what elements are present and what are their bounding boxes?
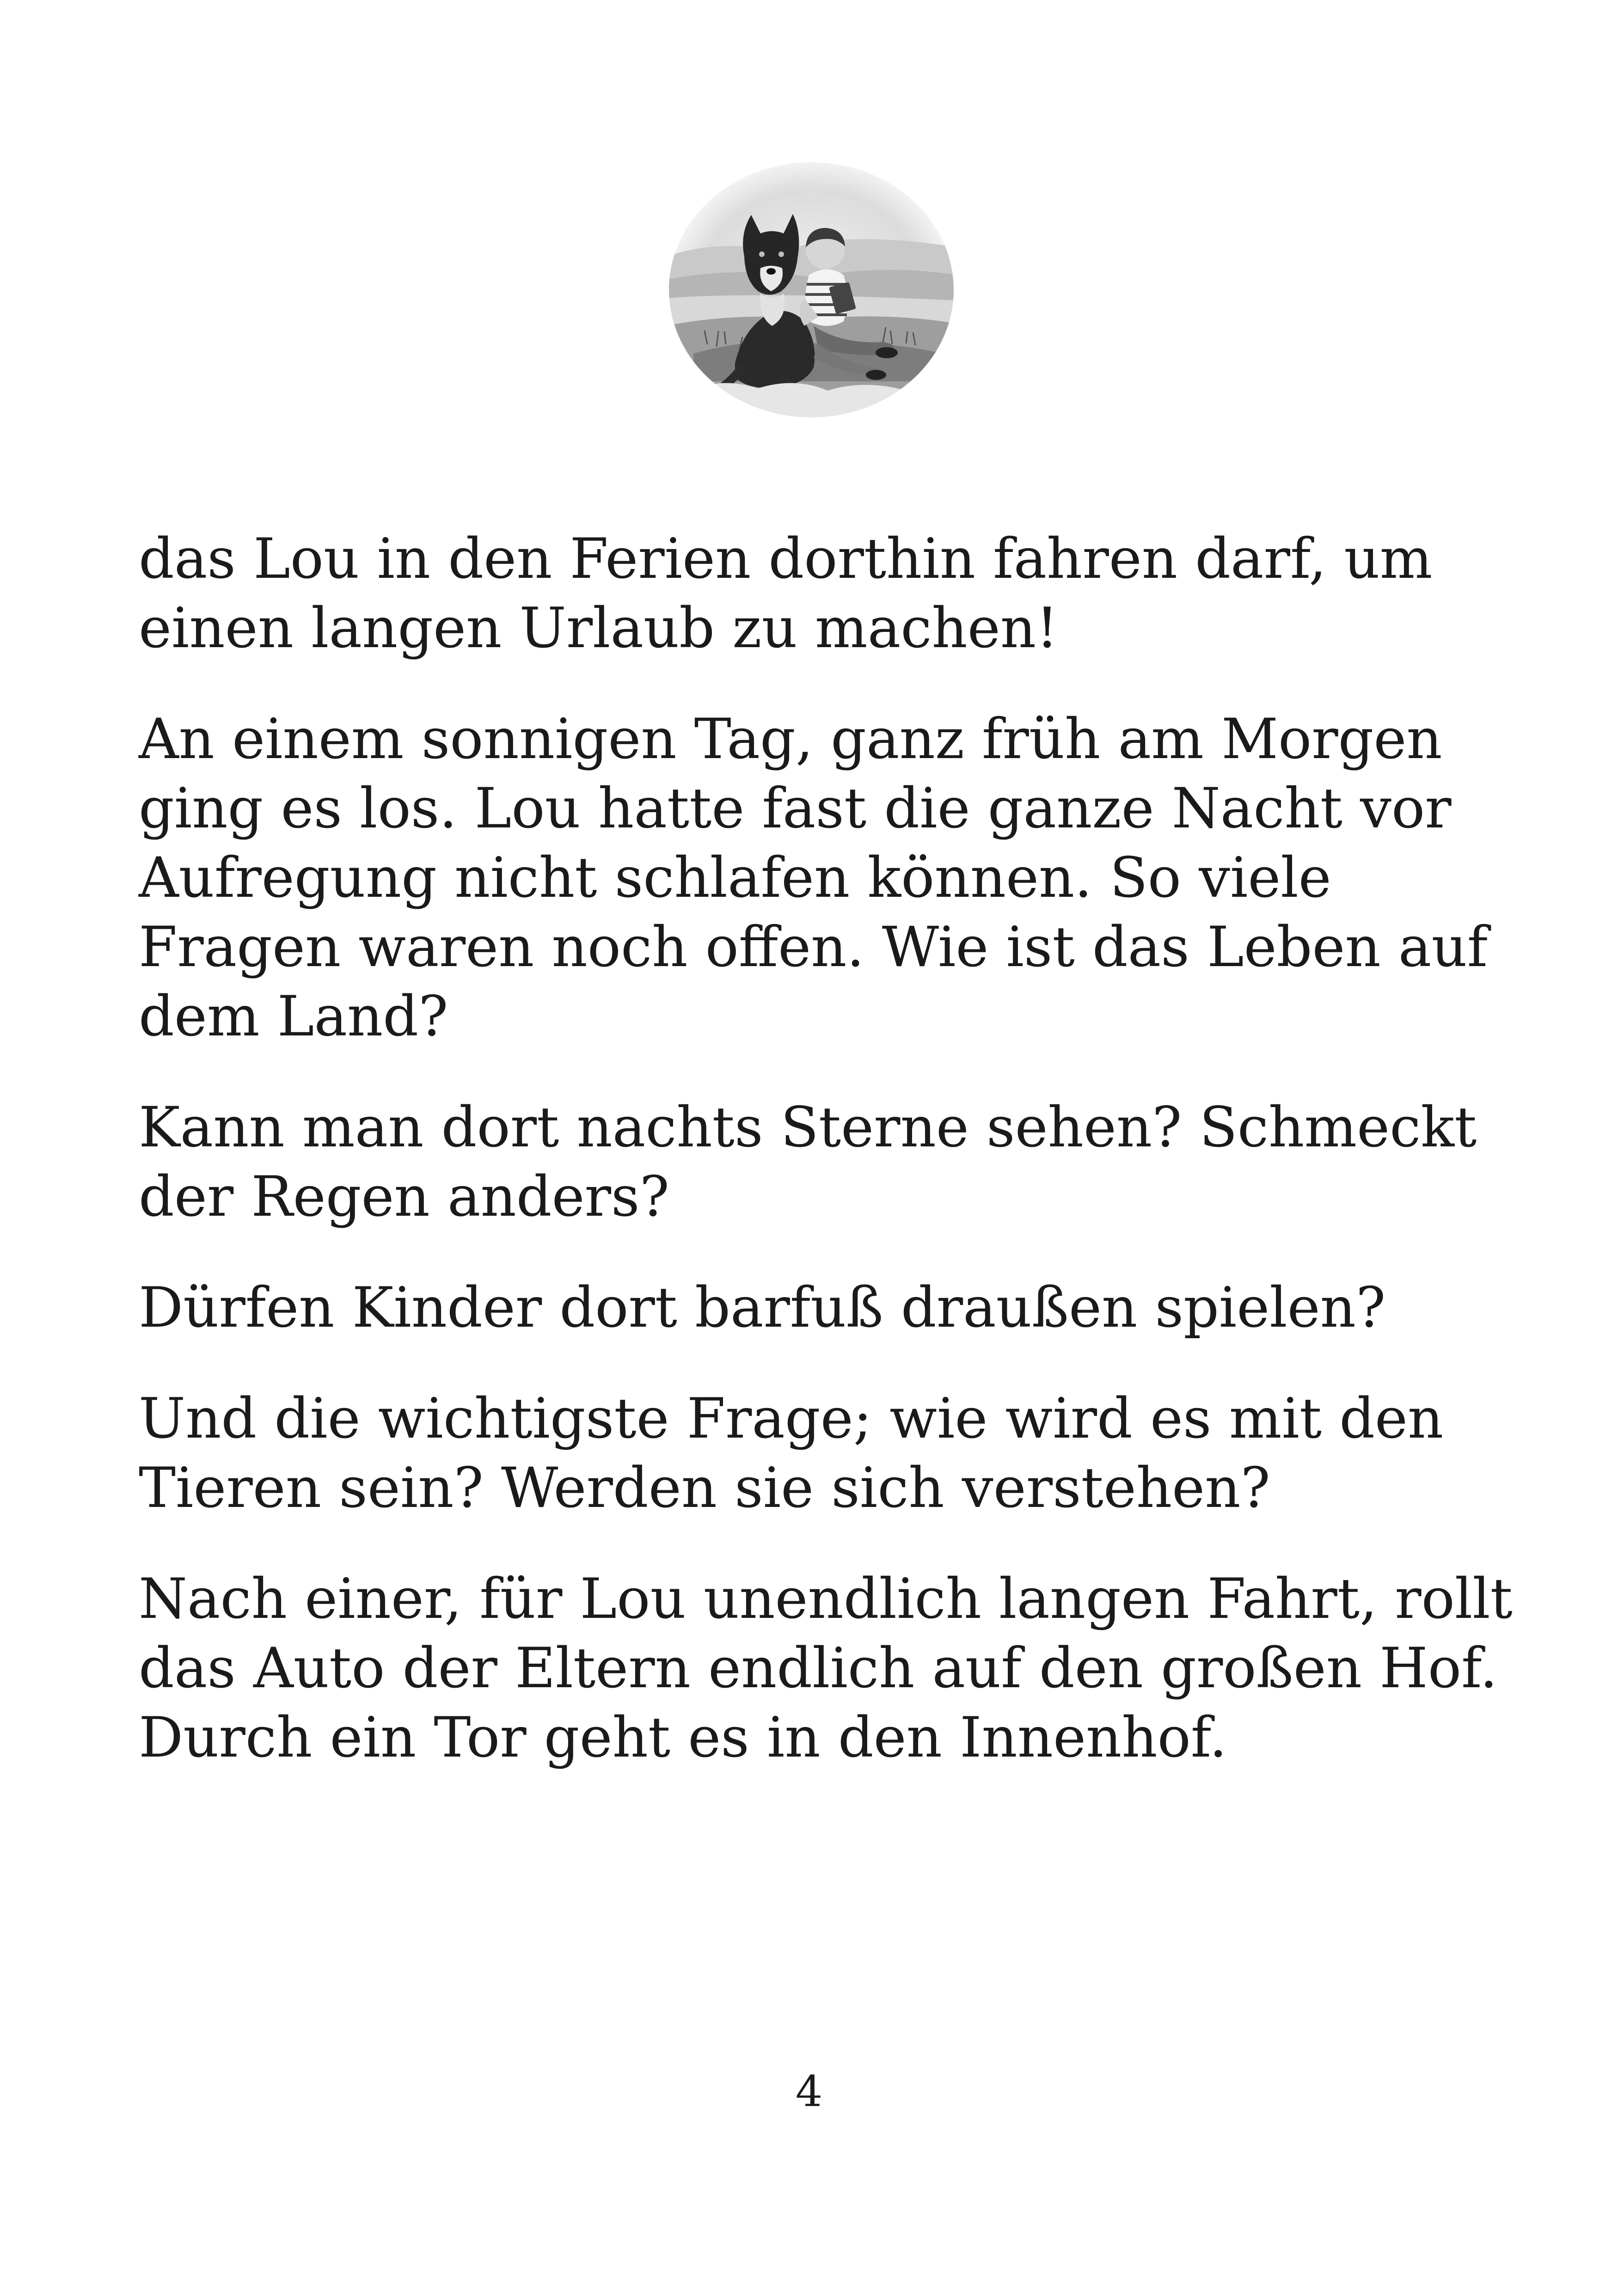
paragraph-2: An einem sonnigen Tag, ganz früh am Morgen ging es los. Lou hatte fast die ganze Nacht vor Aufregung nicht schlafen können. So viele Fragen waren noch offen. Wie ist das Leben auf dem Land? — [139, 707, 1488, 1049]
paragraph-5: Und die wichtigste Frage; wie wird es mit den Tieren sein? Werden sie sich verstehen? — [139, 1387, 1444, 1520]
paragraph-6: Nach einer, für Lou unendlich langen Fahrt, rollt das Auto der Eltern endlich auf den großen Hof. Durch ein Tor geht es in den Innenhof. — [139, 1567, 1513, 1770]
paragraph-3: Kann man dort nachts Sterne sehen? Schmeckt der Regen anders? — [139, 1096, 1477, 1229]
paragraph-4: Dürfen Kinder dort barfuß draußen spielen? — [139, 1276, 1386, 1340]
boy-with-dog-illustration — [666, 159, 957, 421]
paragraph-1: das Lou in den Ferien dorthin fahren darf, um einen langen Urlaub zu machen! — [139, 527, 1433, 661]
story-text — [139, 525, 1516, 1814]
page-number: 4 — [795, 2067, 823, 2116]
